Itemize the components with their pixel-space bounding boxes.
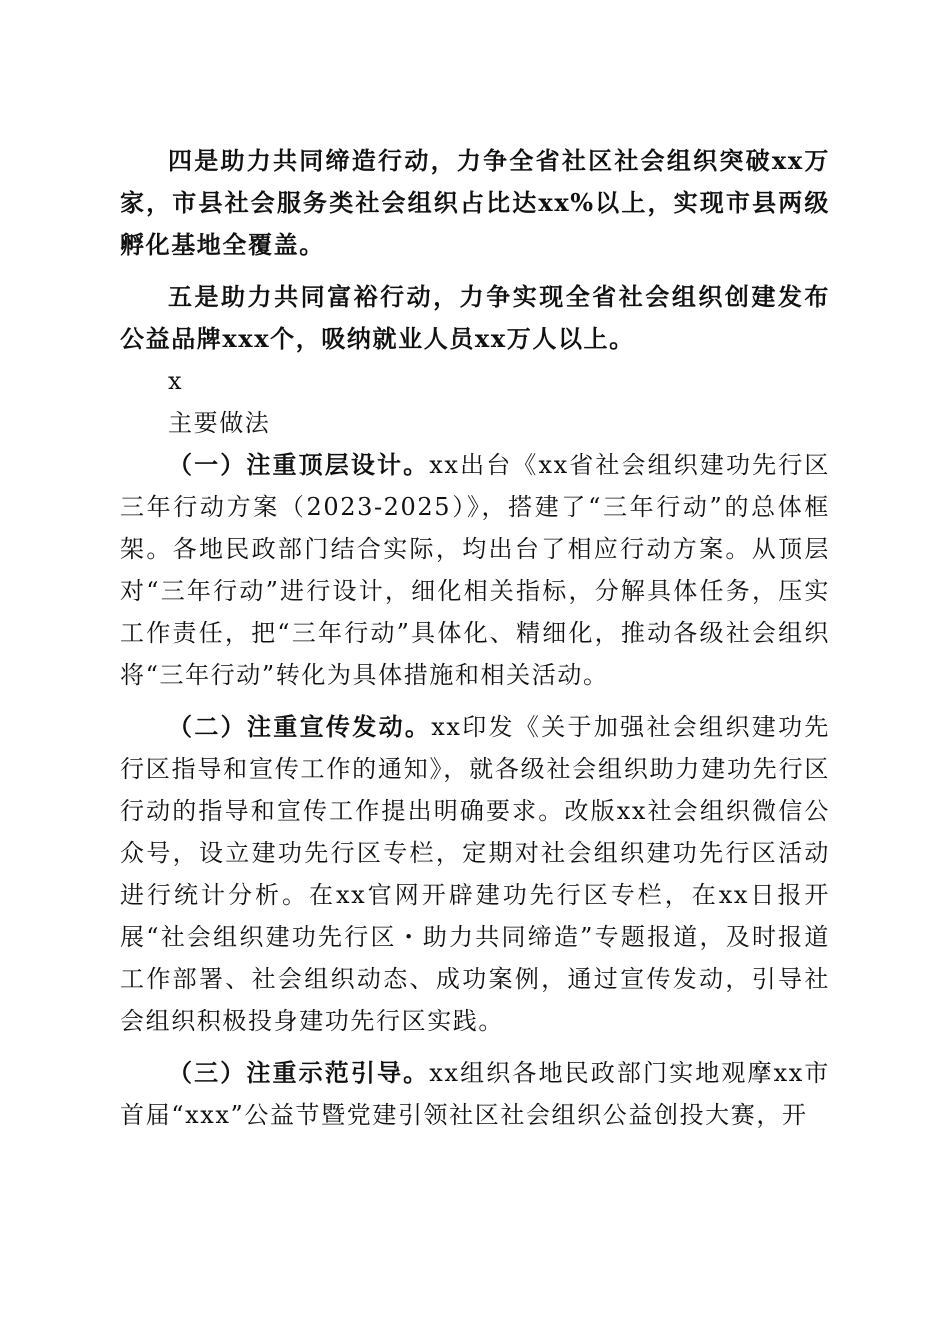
paragraph-demonstration [120, 1052, 830, 1136]
marker-text: x [168, 367, 184, 395]
paragraph-top-design [120, 444, 830, 696]
paragraph-goal-five: 五是助力共同富裕行动，力争实现全省社会组织创建发布公益品牌xxx个，吸纳就业人员xx万人以上。 [120, 282, 830, 353]
paragraph-lead-demonstration: （三）注重示范引导。 [168, 1058, 430, 1087]
paragraph-lead-publicity: （二）注重宣传发动。 [168, 712, 432, 741]
section-heading: 主要做法 [168, 409, 271, 437]
paragraph-body-publicity: xx印发《关于加强社会组织建功先行区指导和宣传工作的通知》，就各级社会组织助力建功先行区行动的指导和宣传工作提出明确要求。改版xx社会组织微信公众号，设立建功先行区专栏，定期对社会组织建功先行区活动进行统计分析。在xx官网开辟建功先行区专栏，在xx日报开展“社会组织建功先行区・助力共同缔造”专题报道，及时报道工作部署、社会组织动态、成功案例，通过宣传发动，引导社会组织积极投身建功先行区实践。 [120, 713, 831, 1035]
paragraph-lead-top-design: （一）注重顶层设计。 [168, 450, 430, 479]
paragraph-body-top-design: xx出台《xx省社会组织建功先行区三年行动方案（2023-2025）》，搭建了“三年行动”的总体框架。各地民政部门结合实际，均出台了相应行动方案。从顶层对“三年行动”进行设计，细化相关指标，分解具体任务，压实工作责任，把“三年行动”具体化、精细化，推动各级社会组织将“三年行动”转化为具体措施和相关活动。 [120, 451, 831, 689]
paragraph-publicity [120, 706, 830, 1042]
paragraph-goal-four: 四是助力共同缔造行动，力争全省社区社会组织突破xx万家，市县社会服务类社会组织占比达xx%以上，实现市县两级孵化基地全覆盖。 [120, 146, 830, 259]
paragraph-body-demonstration: xx组织各地民政部门实地观摩xx市首届“xxx”公益节暨党建引领社区社会组织公益创投大赛，开 [120, 1059, 831, 1129]
